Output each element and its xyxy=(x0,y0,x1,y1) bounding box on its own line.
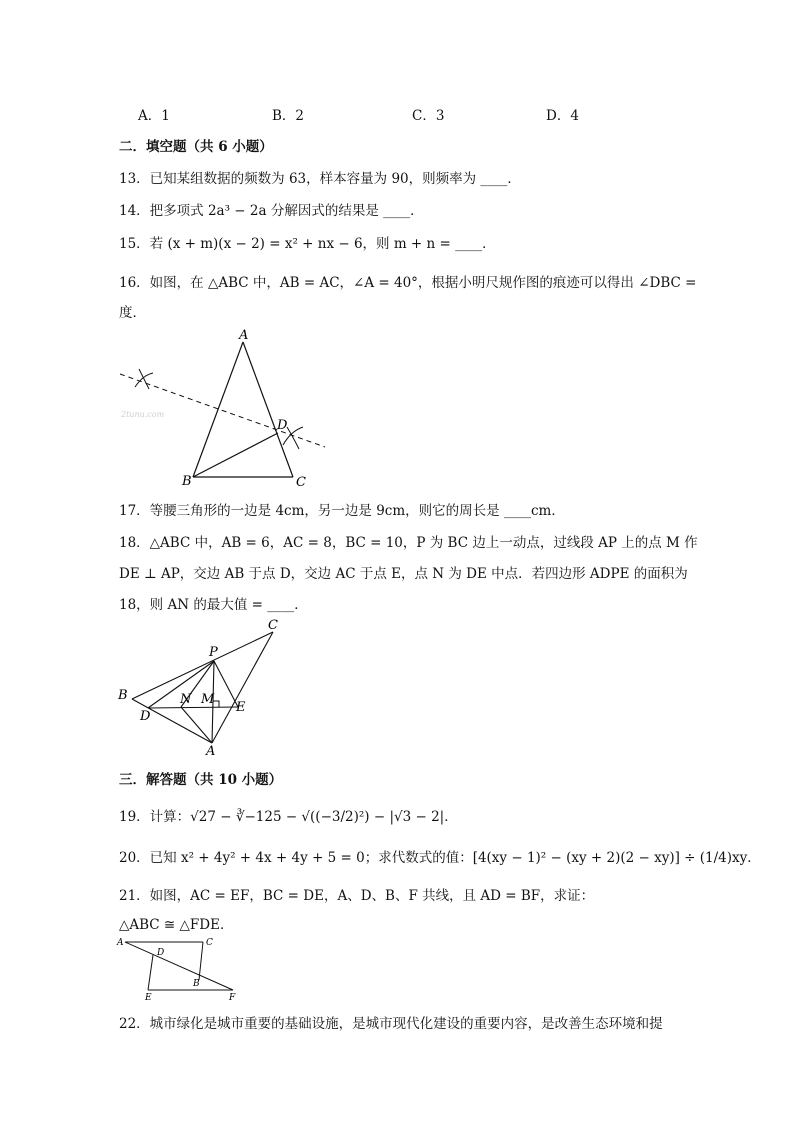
label-d: D xyxy=(140,709,151,724)
label-a: A xyxy=(117,938,124,948)
label-c: C xyxy=(296,475,306,490)
question-18-line1: 18．△ABC 中，AB = 6，AC = 8，BC = 10，P 为 BC 边上一动点，过线段 AP 上的点 M 作 xyxy=(119,535,698,551)
option-c: C．3 xyxy=(412,108,445,124)
question-13: 13．已知某组数据的频数为 63，样本容量为 90，则频率为 ____． xyxy=(119,171,521,187)
label-e: E xyxy=(236,700,246,715)
question-22: 22．城市绿化是城市重要的基础设施，是城市现代化建设的重要内容，是改善生态环境和提 xyxy=(119,1016,663,1032)
option-a: A．1 xyxy=(138,108,170,124)
label-c: C xyxy=(268,618,278,633)
section-heading-solve: 三．解答题（共 10 小题） xyxy=(119,772,283,788)
question-18-line3: 18，则 AN 的最大值 = ____． xyxy=(119,597,308,613)
question-21-line2: △ABC ≅ △FDE． xyxy=(119,917,234,933)
label-c: C xyxy=(206,938,213,948)
option-b: B．2 xyxy=(272,108,305,124)
question-16-line1: 16．如图，在 △ABC 中，AB = AC，∠A = 40°，根据小明尺规作图的痕迹可以得出 ∠DBC = xyxy=(119,275,697,291)
section-heading-fill-blank: 二．填空题（共 6 小题） xyxy=(119,139,273,155)
question-19: 19．计算：√27 − ∛−125 − √((−3/2)²) − |√3 − 2|． xyxy=(119,809,458,825)
label-f: F xyxy=(229,993,236,1003)
label-b: B xyxy=(193,979,200,989)
figure-16 xyxy=(115,325,335,490)
label-n: N xyxy=(180,692,192,707)
question-20: 20．已知 x² + 4y² + 4x + 4y + 5 = 0；求代数式的值：[4(xy − 1)² − (xy + 2)(2 − xy)] ÷ (1/4)xy． xyxy=(119,850,761,866)
watermark: 2tunu.com xyxy=(121,410,165,419)
label-b: B xyxy=(182,474,192,489)
question-17: 17．等腰三角形的一边是 4cm，另一边是 9cm，则它的周长是 ____cm． xyxy=(119,503,565,519)
label-d: D xyxy=(277,418,288,433)
question-14: 14．把多项式 2a³ − 2a 分解因式的结果是 ____． xyxy=(119,203,424,219)
question-21-line1: 21．如图，AC = EF，BC = DE，A、D、B、F 共线，且 AD = BF，求证： xyxy=(119,888,595,904)
label-d: D xyxy=(157,948,165,958)
label-e: E xyxy=(145,993,152,1003)
label-p: P xyxy=(209,645,218,660)
label-b: B xyxy=(118,688,128,703)
label-a: A xyxy=(239,328,249,343)
question-15: 15．若 (x + m)(x − 2) = x² + nx − 6，则 m + n = ____． xyxy=(119,236,496,252)
question-16-line2: 度． xyxy=(119,305,146,321)
label-a: A xyxy=(206,744,216,759)
figure-21 xyxy=(115,933,245,1003)
question-18-line2: DE ⊥ AP，交边 AB 于点 D，交边 AC 于点 E，点 N 为 DE 中点．若四边形 ADPE 的面积为 xyxy=(119,566,688,582)
option-d: D．4 xyxy=(546,108,579,124)
figure-18 xyxy=(113,615,293,760)
label-m: M xyxy=(201,692,215,707)
